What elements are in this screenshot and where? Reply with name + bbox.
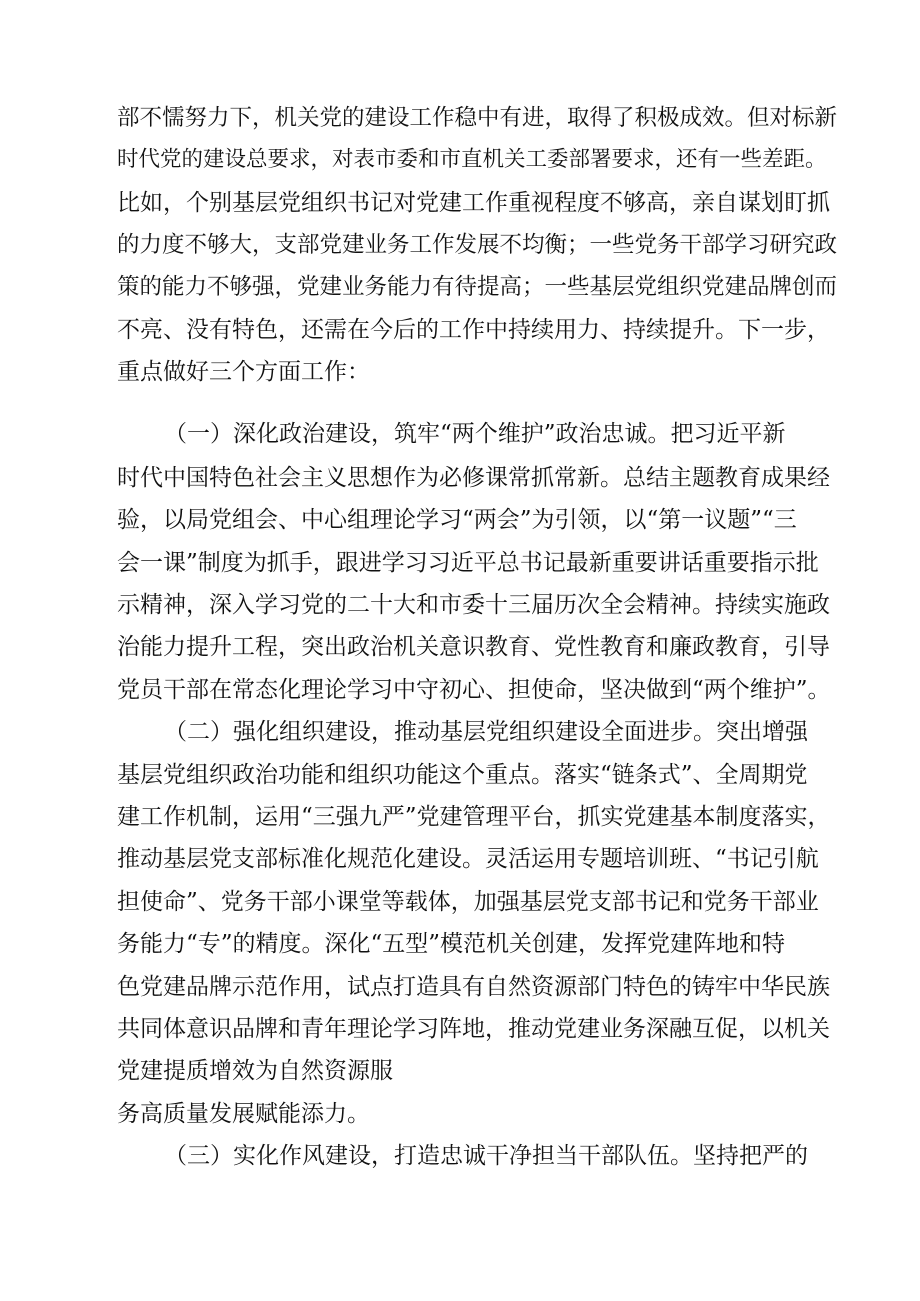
text-line: 时代党的建设总要求，对表市委和市直机关工委部署要求，还有一些差距。 — [117, 147, 827, 172]
text-line: 务能力“专”的精度。深化“五型”模范机关创建，发挥党建阵地和特 — [117, 931, 786, 957]
text-line: 推动基层党支部标准化规范化建设。灵活运用专题培训班、“书记引航 — [117, 846, 819, 872]
text-line: 重点做好三个方面工作： — [117, 359, 370, 385]
text-line: 色党建品牌示范作用，试点打造具有自然资源部门特色的铸牢中华民族 — [117, 974, 830, 1000]
text-line: 部不懦努力下，机关党的建设工作稳中有进，取得了积极成效。但对标新 — [117, 105, 837, 131]
text-line: 示精神，深入学习党的二十大和市委十三届历次全会精神。持续实施政 — [117, 592, 830, 618]
text-line: 时代中国特色社会主义思想作为必修课常抓常新。总结主题教育成果经 — [117, 465, 830, 491]
paragraph-heading-2: （二）强化组织建设，推动基层党组织建设全面进步。突出增强 — [164, 719, 808, 745]
paragraph-heading-1: （一）深化政治建设，筑牢“两个维护”政治忠诚。把习近平新 — [164, 421, 786, 447]
text-line: 建工作机制，运用“三强九严”党建管理平台，抓实党建基本制度落实， — [117, 804, 831, 830]
text-line: 治能力提升工程，突出政治机关意识教育、党性教育和廉政教育，引导 — [117, 634, 830, 660]
paragraph-heading-3: （三）实化作风建设，打造忠诚干净担当干部队伍。坚持把严的 — [164, 1143, 808, 1169]
text-line: 的力度不够大，支部党建业务工作发展不均衡；一些党务干部学习研究政 — [117, 232, 837, 258]
text-line: 共同体意识品牌和青年理论学习阵地，推动党建业务深融互促，以机关 — [117, 1016, 830, 1042]
text-line: 党员干部在常态化理论学习中守初心、担使命，坚决做到“两个维护”。 — [117, 677, 831, 703]
text-line: 比如，个别基层党组织书记对党建工作重视程度不够高，亲自谋划盯抓 — [117, 190, 830, 216]
text-line: 担使命”、党务干部小课堂等载体，加强基层党支部书记和党务干部业 — [117, 889, 819, 915]
text-line: 策的能力不够强，党建业务能力有待提高；一些基层党组织党建品牌创而 — [117, 274, 837, 300]
text-line: 党建提质增效为自然资源服 — [117, 1058, 393, 1084]
text-line: 会一课”制度为抓手，跟进学习习近平总书记最新重要讲话重要指示批 — [117, 550, 819, 576]
text-line: 务高质量发展赋能添力。 — [117, 1101, 370, 1127]
text-line: 基层党组织政治功能和组织功能这个重点。落实“链条式”、全周期党 — [117, 762, 808, 788]
text-line: 不亮、没有特色，还需在今后的工作中持续用力、持续提升。下一步， — [117, 317, 830, 343]
text-line: 验，以局党组会、中心组理论学习“两会”为引领，以“第一议题”“三 — [117, 507, 797, 533]
